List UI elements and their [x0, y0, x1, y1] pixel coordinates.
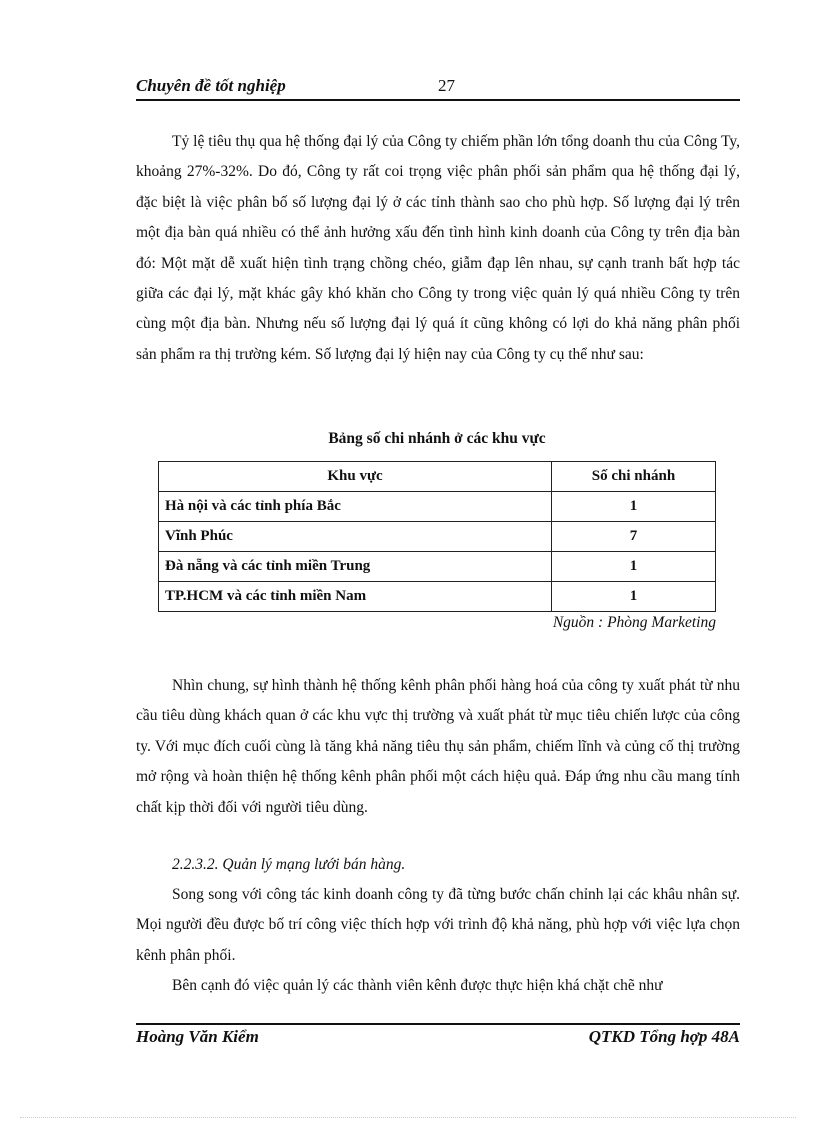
table-row	[159, 492, 716, 522]
region-cell: Vĩnh Phúc	[159, 522, 552, 552]
column-header-region: Khu vực	[159, 462, 552, 492]
table-row	[159, 582, 716, 612]
table-caption: Bảng số chi nhánh ở các khu vực	[328, 430, 546, 447]
region-cell: TP.HCM và các tỉnh miền Nam	[159, 582, 552, 612]
header-rule	[136, 99, 740, 101]
paragraph-agency-share: Tỷ lệ tiêu thụ qua hệ thống đại lý của Công ty chiếm phần lớn tổng doanh thu của Công Ty, khoảng 27%-32%. Do đó, Công ty rất coi trọng việc phân phối sản phẩm qua hệ thống đại lý, đặc biệt là việc phân bố số lượng đại lý ở các tỉnh thành sao cho phù hợp. Số lượng đại lý trên một địa bàn quá nhiều có thể ảnh hưởng xấu đến tình hình kinh doanh của Công ty trên địa bàn đó: Một mặt dễ xuất hiện tình trạng chồng chéo, giẫm đạp lên nhau, sự cạnh tranh bất hợp tác giữa các đại lý, mặt khác gây khó khăn cho Công ty trong việc quản lý quá nhiều Công ty trên cùng một địa bàn. Nhưng nếu số lượng đại lý quá ít cũng không có lợi do khả năng phân phối sản phẩm ra thị trường kém. Số lượng đại lý hiện nay của Công ty cụ thể như sau:	[136, 133, 740, 363]
page-edge-dots	[20, 1117, 796, 1118]
footer-rule	[136, 1023, 740, 1025]
footer-class: QTKD Tổng hợp 48A	[588, 1027, 740, 1046]
footer-author: Hoàng Văn Kiểm	[136, 1027, 259, 1046]
paragraph-channel-summary: Nhìn chung, sự hình thành hệ thống kênh phân phối hàng hoá của công ty xuất phát từ nhu cầu tiêu dùng khách quan ở các khu vực thị trường và xuất phát từ mục tiêu chiến lược của công ty. Với mục đích cuối cùng là tăng khả năng tiêu thụ sản phẩm, chiếm lĩnh và củng cố thị trường mở rộng và hoàn thiện hệ thống kênh phân phối một cách hiệu quả. Đáp ứng nhu cầu mang tính chất kịp thời đối với người tiêu dùng.	[136, 677, 740, 816]
branch-table	[158, 461, 716, 612]
paragraph-channel-management: Bên cạnh đó việc quản lý các thành viên kênh được thực hiện khá chặt chẽ như	[172, 977, 663, 994]
region-cell: Hà nội và các tỉnh phía Bắc	[159, 492, 552, 522]
page-header	[136, 76, 740, 100]
table-row	[159, 552, 716, 582]
table-row	[159, 522, 716, 552]
count-cell: 1	[552, 552, 716, 582]
count-cell: 1	[552, 582, 716, 612]
page-number: 27	[438, 76, 455, 95]
count-cell: 1	[552, 492, 716, 522]
column-header-count: Số chi nhánh	[552, 462, 716, 492]
region-cell: Đà nẵng và các tỉnh miền Trung	[159, 552, 552, 582]
paragraph-staffing: Song song với công tác kinh doanh công ty đã từng bước chấn chỉnh lại các khâu nhân sự. Mọi người đều được bố trí công việc thích hợp với trình độ khả năng, phù hợp với việc lựa chọn kênh phân phối.	[136, 886, 740, 964]
table-header-row	[159, 462, 716, 492]
count-cell: 7	[552, 522, 716, 552]
section-subheading: 2.2.3.2. Quản lý mạng lưới bán hàng.	[172, 856, 406, 873]
header-title: Chuyên đề tốt nghiệp	[136, 76, 286, 95]
table-source-note: Nguồn : Phòng Marketing	[552, 614, 716, 631]
